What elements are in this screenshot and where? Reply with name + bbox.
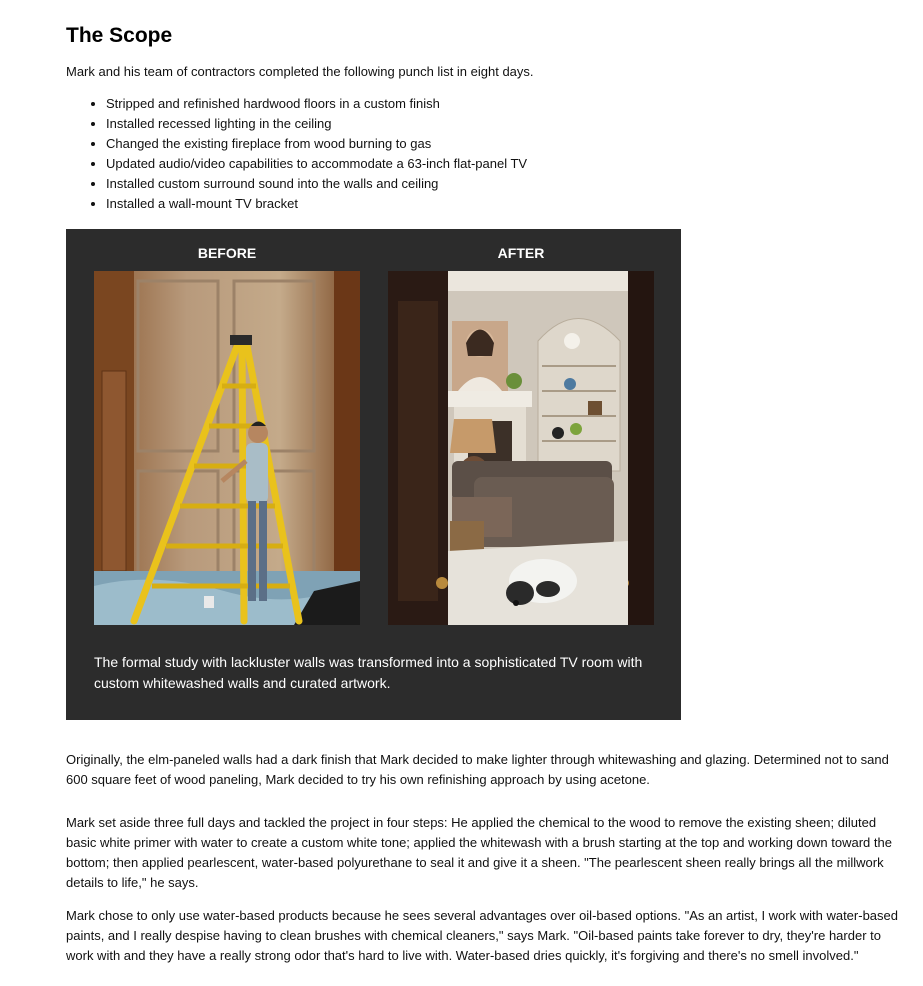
list-item: • Installed a wall-mount TV bracket: [106, 194, 906, 214]
list-item: • Installed custom surround sound into the walls and ceiling: [106, 174, 906, 194]
after-label: AFTER: [497, 245, 545, 261]
list-item: • Installed recessed lighting in the ceiling: [106, 114, 906, 134]
after-photo[interactable]: [388, 271, 654, 625]
body-paragraph: Originally, the elm-paneled walls had a dark finish that Mark decided to make lighter through whitewashing and glazing. Determined not to sand 600 square feet of wood paneling, Mark decided to try his own refinishing approach by using acetone.: [66, 752, 889, 787]
list-item: • Updated audio/video capabilities to accommodate a 63-inch flat-panel TV: [106, 154, 906, 174]
section-title: The Scope: [66, 24, 173, 47]
gallery-caption: The formal study with lackluster walls was transformed into a sophisticated TV room with custom whitewashed walls and curated artwork.: [94, 654, 643, 691]
body-paragraph: Mark set aside three full days and tackled the project in four steps: He applied the chemical to the wood to remove the existing sheen; diluted basic white primer with water to create a custom white tone; applied the whitewash with a brush starting at the top and working down toward the bottom; then applied pearlescent, water-based polyurethane to seal it and give it a sheen. "The pearlescent sheen really brings all the millwork details to life," he says.: [66, 815, 892, 890]
article-top: [66, 22, 906, 214]
intro-paragraph: Mark and his team of contractors completed the following punch list in eight days.: [66, 64, 534, 79]
list-item: • Stripped and refinished hardwood floors in a custom finish: [106, 94, 906, 114]
list-item: • Changed the existing fireplace from wood burning to gas: [106, 134, 906, 154]
before-label: BEFORE: [197, 245, 257, 261]
body-paragraph: Mark chose to only use water-based products because he sees several advantages over oil-based options. "As an artist, I work with water-based paints, and I really despise having to clean brushes with chemical cleaners," says Mark. "Oil-based paints take forever to dry, they're harder to work with and they have a really strong odor that's hard to live with. Water-based dries quickly, it's forgiving and there's no smell involved.": [66, 908, 898, 963]
punch-list: [66, 94, 906, 214]
before-after-gallery: [66, 229, 681, 720]
before-photo[interactable]: [94, 271, 360, 625]
